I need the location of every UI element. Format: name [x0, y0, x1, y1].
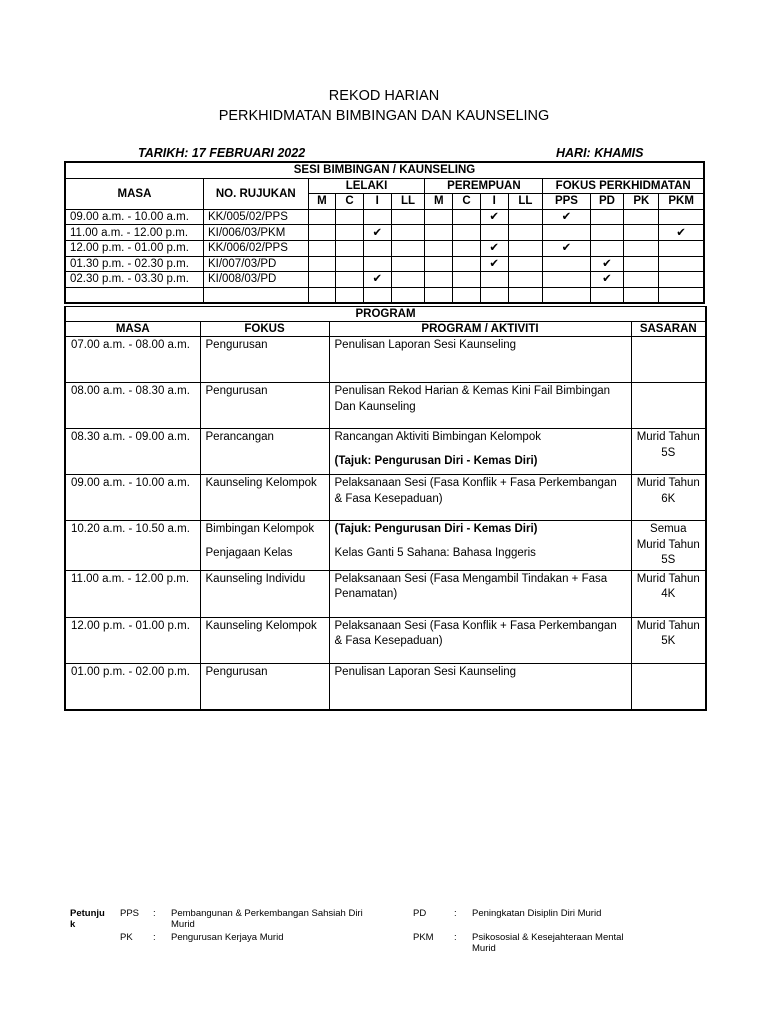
program-aktiviti	[329, 663, 631, 710]
empty-cell	[308, 272, 336, 288]
check-icon: ✔	[363, 272, 391, 288]
check-icon: ✔	[363, 225, 391, 241]
empty-cell	[425, 272, 453, 288]
program-fokus	[200, 663, 329, 710]
program-sasaran: Murid Tahun 5S	[631, 429, 706, 475]
empty-cell	[391, 209, 425, 225]
empty-cell	[508, 225, 543, 241]
check-icon: ✔	[543, 240, 590, 256]
session-masa: 02.30 p.m. - 03.30 p.m.	[65, 272, 203, 288]
empty-cell	[425, 240, 453, 256]
empty-cell	[336, 225, 364, 241]
program-fokus	[200, 570, 329, 617]
empty-cell	[624, 256, 659, 272]
empty-cell	[624, 209, 659, 225]
program-aktiviti-text: Pelaksanaan Sesi (Fasa Konflik + Fasa Perkembangan & Fasa Kesepaduan)	[334, 619, 617, 647]
empty-cell	[624, 287, 659, 303]
program-masa: 09.00 a.m. - 10.00 a.m.	[65, 475, 200, 521]
empty-cell	[363, 256, 391, 272]
empty-cell	[590, 240, 624, 256]
program-aktiviti-tajuk: (Tajuk: Pengurusan Diri - Kemas Diri)	[334, 523, 538, 535]
program-fokus	[200, 521, 329, 571]
spacer	[335, 538, 626, 546]
program-aktiviti	[329, 521, 631, 571]
program-fokus-text: Pengurusan	[205, 385, 268, 397]
legend-sep: :	[153, 908, 156, 919]
subcol-i: I	[480, 194, 508, 210]
session-row	[65, 240, 704, 256]
empty-cell	[425, 256, 453, 272]
empty-cell	[508, 256, 543, 272]
session-rujukan: KI/008/03/PD	[203, 272, 308, 288]
program-aktiviti-text: Penulisan Laporan Sesi Kaunseling	[334, 665, 517, 678]
subcol-i: I	[363, 194, 391, 210]
empty-cell	[590, 225, 624, 241]
session-masa: 11.00 a.m. - 12.00 p.m.	[65, 225, 203, 241]
program-aktiviti-text-2: Kelas Ganti 5 Sahana: Bahasa Inggeris	[334, 546, 536, 559]
empty-cell	[543, 225, 590, 241]
program-fokus	[200, 337, 329, 383]
document-subtitle: PERKHIDMATAN BIMBINGAN DAN KAUNSELING	[218, 108, 550, 124]
legend-code-pkm: PKM	[413, 932, 434, 943]
empty-cell	[624, 225, 659, 241]
legend-sep: :	[454, 932, 457, 943]
check-icon: ✔	[480, 256, 508, 272]
col-perempuan: PEREMPUAN	[425, 178, 543, 194]
session-row	[65, 272, 704, 288]
empty-cell	[308, 256, 336, 272]
empty-cell	[590, 287, 624, 303]
program-aktiviti	[329, 475, 631, 521]
session-rujukan: KI/006/03/PKM	[203, 225, 308, 241]
subcol-pd: PD	[590, 194, 624, 210]
program-fokus	[200, 429, 329, 475]
program-sasaran	[631, 663, 706, 710]
program-sasaran: Murid Tahun 5K	[631, 617, 706, 663]
program-aktiviti	[329, 429, 631, 475]
empty-cell	[363, 209, 391, 225]
program-fokus-text-2: Penjagaan Kelas	[205, 546, 293, 559]
spacer	[335, 446, 626, 454]
col-program-sasaran: SASARAN	[631, 322, 706, 337]
session-masa: 09.00 a.m. - 10.00 a.m.	[65, 209, 203, 225]
empty-cell	[391, 225, 425, 241]
legend-desc-pkm: Psikososial & Kesejahteraan Mental Murid	[472, 932, 624, 954]
program-row	[65, 429, 706, 475]
legend-code-pps: PPS	[120, 908, 140, 919]
empty-cell	[508, 240, 543, 256]
legend-label: Petunjuk	[70, 908, 105, 930]
subcol-m: M	[308, 194, 336, 210]
empty-cell	[453, 256, 481, 272]
session-heading: SESI BIMBINGAN / KAUNSELING	[65, 162, 704, 178]
program-sasaran: Murid Tahun 4K	[631, 570, 706, 617]
empty-cell	[659, 256, 704, 272]
empty-cell	[391, 272, 425, 288]
empty-cell	[308, 287, 336, 303]
legend-sep: :	[454, 908, 457, 919]
program-fokus-text: Kaunseling Individu	[205, 572, 306, 585]
program-row	[65, 383, 706, 429]
program-masa: 12.00 p.m. - 01.00 p.m.	[65, 617, 200, 663]
program-aktiviti-text: Rancangan Aktiviti Bimbingan Kelompok	[334, 431, 541, 443]
empty-cell	[308, 225, 336, 241]
empty-cell	[543, 272, 590, 288]
empty-cell	[659, 240, 704, 256]
session-masa: 01.30 p.m. - 02.30 p.m.	[65, 256, 203, 272]
program-table	[64, 306, 707, 711]
program-aktiviti	[329, 337, 631, 383]
program-fokus	[200, 383, 329, 429]
program-fokus-text: Pengurusan	[205, 665, 268, 678]
program-masa: 10.20 a.m. - 10.50 a.m.	[65, 521, 200, 571]
empty-cell	[391, 287, 425, 303]
session-masa: 12.00 p.m. - 01.00 p.m.	[65, 240, 203, 256]
program-row	[65, 521, 706, 571]
check-icon: ✔	[590, 272, 624, 288]
program-row	[65, 475, 706, 521]
program-sasaran: Murid Tahun 6K	[631, 475, 706, 521]
empty-cell	[590, 209, 624, 225]
program-heading: PROGRAM	[65, 307, 706, 322]
program-masa: 08.30 a.m. - 09.00 a.m.	[65, 429, 200, 475]
empty-cell	[453, 240, 481, 256]
subcol-m: M	[425, 194, 453, 210]
program-fokus	[200, 475, 329, 521]
empty-cell	[336, 240, 364, 256]
subcol-ll: LL	[391, 194, 425, 210]
empty-cell	[336, 209, 364, 225]
empty-cell	[425, 209, 453, 225]
empty-cell	[624, 240, 659, 256]
empty-cell	[336, 272, 364, 288]
empty-cell	[336, 256, 364, 272]
empty-cell	[453, 287, 481, 303]
program-fokus-text: Bimbingan Kelompok	[205, 523, 315, 535]
legend-desc-pk: Pengurusan Kerjaya Murid	[171, 932, 284, 943]
empty-cell	[425, 225, 453, 241]
check-icon: ✔	[659, 225, 704, 241]
spacer	[206, 538, 324, 546]
program-aktiviti	[329, 617, 631, 663]
subcol-pps: PPS	[543, 194, 590, 210]
empty-cell	[363, 287, 391, 303]
empty-cell	[453, 272, 481, 288]
subcol-c: C	[336, 194, 364, 210]
empty-cell	[391, 256, 425, 272]
session-rujukan: KK/005/02/PPS	[203, 209, 308, 225]
program-masa: 07.00 a.m. - 08.00 a.m.	[65, 337, 200, 383]
program-fokus-text: Kaunseling Kelompok	[205, 619, 317, 632]
program-aktiviti-tajuk: (Tajuk: Pengurusan Diri - Kemas Diri)	[334, 454, 538, 467]
check-icon: ✔	[543, 209, 590, 225]
col-program-aktiviti: PROGRAM / AKTIVITI	[329, 322, 631, 337]
empty-cell	[480, 272, 508, 288]
program-row	[65, 570, 706, 617]
legend-desc-pd: Peningkatan Disiplin Diri Murid	[472, 908, 602, 919]
empty-cell	[308, 240, 336, 256]
session-row	[65, 256, 704, 272]
program-row	[65, 337, 706, 383]
program-masa: 08.00 a.m. - 08.30 a.m.	[65, 383, 200, 429]
legend-code-pd: PD	[413, 908, 427, 919]
session-row-empty	[65, 287, 704, 303]
program-aktiviti-text: Pelaksanaan Sesi (Fasa Mengambil Tindakan + Fasa Penamatan)	[334, 572, 608, 600]
program-row	[65, 663, 706, 710]
session-rujukan: KK/006/02/PPS	[203, 240, 308, 256]
program-fokus-text: Kaunseling Kelompok	[205, 477, 317, 489]
empty-cell	[543, 287, 590, 303]
session-row	[65, 225, 704, 241]
col-program-masa: MASA	[65, 322, 200, 337]
program-masa: 11.00 a.m. - 12.00 p.m.	[65, 570, 200, 617]
program-masa: 01.00 p.m. - 02.00 p.m.	[65, 663, 200, 710]
empty-cell	[543, 256, 590, 272]
program-aktiviti	[329, 570, 631, 617]
empty-cell	[391, 240, 425, 256]
empty-cell	[453, 225, 481, 241]
empty-cell	[363, 240, 391, 256]
program-aktiviti-text: Penulisan Rekod Harian & Kemas Kini Fail Bimbingan Dan Kaunseling	[334, 385, 611, 413]
empty-cell	[659, 272, 704, 288]
empty-cell	[65, 287, 203, 303]
program-sasaran: Semua Murid Tahun 5S	[631, 521, 706, 571]
session-rujukan: KI/007/03/PD	[203, 256, 308, 272]
session-row	[65, 209, 704, 225]
col-rujukan: NO. RUJUKAN	[203, 178, 308, 209]
check-icon: ✔	[480, 209, 508, 225]
empty-cell	[308, 209, 336, 225]
program-fokus-text: Pengurusan	[205, 339, 268, 351]
program-aktiviti-text: Pelaksanaan Sesi (Fasa Konflik + Fasa Perkembangan & Fasa Kesepaduan)	[334, 477, 617, 505]
col-program-fokus: FOKUS	[200, 322, 329, 337]
empty-cell	[508, 287, 543, 303]
empty-cell	[624, 272, 659, 288]
col-lelaki: LELAKI	[308, 178, 425, 194]
program-row	[65, 617, 706, 663]
program-sasaran	[631, 337, 706, 383]
program-sasaran	[631, 383, 706, 429]
empty-cell	[480, 225, 508, 241]
empty-cell	[659, 209, 704, 225]
program-fokus-text: Perancangan	[205, 431, 274, 443]
legend-desc-pps: Pembangunan & Perkembangan Sahsiah Diri Murid	[171, 908, 363, 930]
day-label: HARI: KHAMIS	[556, 146, 644, 160]
subcol-pk: PK	[624, 194, 659, 210]
date-label: TARIKH: 17 FEBRUARI 2022	[138, 146, 306, 160]
col-fokus-perkhidmatan: FOKUS PERKHIDMATAN	[543, 178, 704, 194]
program-aktiviti	[329, 383, 631, 429]
document-title: REKOD HARIAN	[328, 88, 440, 104]
empty-cell	[453, 209, 481, 225]
col-masa: MASA	[65, 178, 203, 209]
empty-cell	[480, 287, 508, 303]
program-fokus	[200, 617, 329, 663]
empty-cell	[508, 209, 543, 225]
program-aktiviti-text: Penulisan Laporan Sesi Kaunseling	[334, 339, 517, 351]
legend-code-pk: PK	[120, 932, 133, 943]
check-icon: ✔	[590, 256, 624, 272]
session-table	[64, 161, 705, 304]
empty-cell	[659, 287, 704, 303]
subcol-pkm: PKM	[659, 194, 704, 210]
empty-cell	[508, 272, 543, 288]
legend-sep: :	[153, 932, 156, 943]
check-icon: ✔	[480, 240, 508, 256]
subcol-c: C	[453, 194, 481, 210]
subcol-ll: LL	[508, 194, 543, 210]
empty-cell	[203, 287, 308, 303]
empty-cell	[425, 287, 453, 303]
empty-cell	[336, 287, 364, 303]
